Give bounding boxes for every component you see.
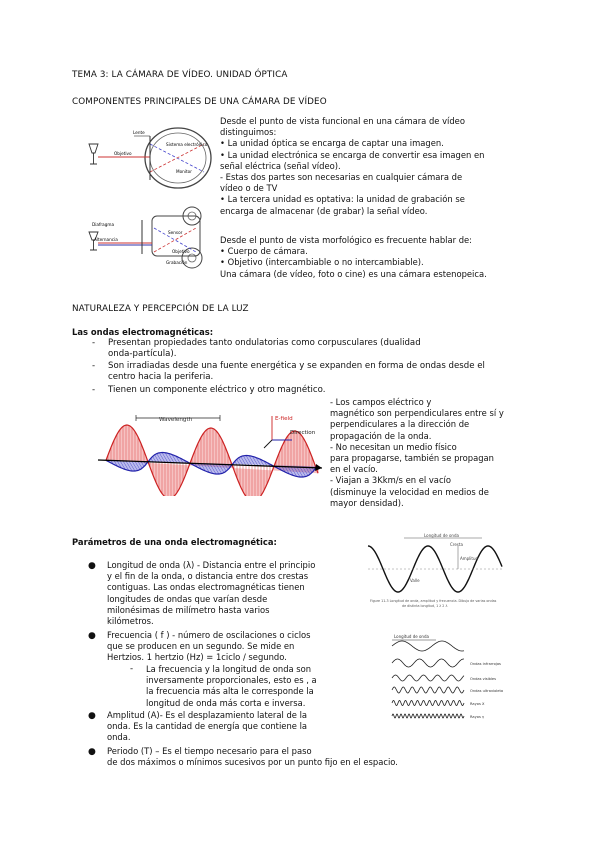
param-bullet-4: ● [88, 747, 96, 757]
em-property-line: - Viajan a 3Kkm/s en el vacío [330, 475, 451, 486]
functional-line: encarga de almacenar (de grabar) la señal vídeo. [220, 205, 428, 216]
fig1-label-lente: Lente [133, 130, 145, 135]
freq-label-2: Ondas visibles [470, 677, 496, 681]
ondas-bullet-1: - [92, 338, 96, 348]
fig2-label-objetivo: Objetivo [172, 249, 190, 254]
e-field-label: E-field [275, 416, 293, 422]
ondas-item-1-line2: onda-partícula). [108, 349, 177, 359]
sine-top-label: Longitud de onda [424, 533, 459, 538]
param-bullet-1: ● [88, 561, 96, 571]
em-property-line: magnético son perpendiculares entre sí y [330, 408, 504, 419]
param-longitud: Longitud de onda (λ) - Distancia entre el principio y el fin de la onda, o distancia entre dos crestas contiguas. Las ondas electromagnéticas tienen longitudes de ondas que varían desde milonésimas de milímetro hasta varios kilómetros. [107, 560, 316, 627]
param-bullet-2: ● [88, 631, 96, 641]
functional-line: • La unidad electrónica se encarga de convertir esa imagen en [220, 149, 485, 160]
morphological-description [220, 235, 487, 280]
freq-top-label: Longitud de onda [394, 634, 429, 639]
param-frecuencia: Frecuencia ( f ) - número de oscilaciones o ciclos que se producen en un segundo. Se mide en Hertzios. 1 hertzio (Hz) = 1ciclo / segundo. [107, 630, 311, 663]
freq-wave-5 [392, 701, 464, 706]
freq-wave-6 [392, 714, 464, 718]
freq-label-5: Rayos γ [470, 715, 485, 719]
functional-line: • La unidad óptica se encarga de captar una imagen. [220, 138, 444, 149]
em-property-line: (disminuye la velocidad en medios de [330, 486, 489, 497]
freq-wave-1 [392, 641, 464, 651]
param-frecuencia-note: La frecuencia y la longitud de onda son inversamente proporcionales, esto es , a la frecuencia más alta le corresponde la longitud de onda más corta e inversa. [146, 664, 317, 708]
functional-line: Desde el punto de vista funcional en una cámara de vídeo [220, 116, 465, 126]
em-property-line: - Los campos eléctrico y [330, 397, 432, 407]
em-wave-figure [96, 410, 328, 496]
ondas-item-3: Tienen un componente eléctrico y otro magnético. [108, 385, 326, 395]
sine-amp-label: Amplitud [460, 556, 479, 561]
ondas-heading: Las ondas electromagnéticas: [72, 327, 214, 337]
camera-diagram-1 [84, 124, 218, 194]
ondas-item-2-line2: centro hacia la periferia. [108, 372, 214, 382]
sine-caption-1: Figure 11-3 Longitud de onda, amplitud y frecuencia. Dibujo de varias ondas [370, 599, 497, 603]
fig2-label-sensor: Sensor [168, 230, 183, 235]
freq-wave-2 [392, 659, 464, 667]
fig1-label-objetivo: Objetivo [114, 151, 132, 156]
em-property-line: mayor densidad). [330, 497, 404, 508]
sine-crest-label: Cresta [450, 542, 463, 547]
param-amplitud: Amplitud (A)- Es el desplazamiento lateral de la onda. Es la cantidad de energía que contiene la onda. [107, 710, 308, 743]
section-heading-componentes: COMPONENTES PRINCIPALES DE UNA CÁMARA DE VÍDEO [72, 97, 327, 107]
functional-line: vídeo o de TV [220, 183, 278, 194]
functional-line: • La tercera unidad es optativa: la unidad de grabación se [220, 194, 465, 205]
ondas-item-2-line1: Son irradiadas desde una fuente energética y se expanden en forma de ondas desde el [108, 361, 485, 371]
functional-line: señal eléctrica (señal vídeo). [220, 160, 341, 171]
page-title: TEMA 3: LA CÁMARA DE VÍDEO. UNIDAD ÓPTICA [72, 70, 288, 80]
param-sub-dash: - [130, 664, 134, 674]
fig2-label-alternancia: Alternancia [94, 237, 118, 242]
freq-label-4: Rayos X [470, 702, 485, 706]
sine-caption-2: de distinta longitud, 1 λ 2 λ [402, 604, 448, 608]
morph-line: Una cámara (de vídeo, foto o cine) es una cámara estenopeica. [220, 268, 487, 279]
em-property-line: perpendiculares a la dirección de [330, 419, 470, 430]
freq-wave-3 [392, 675, 464, 681]
em-property-line: - No necesitan un medio físico [330, 441, 457, 452]
section-heading-naturaleza: NATURALEZA Y PERCEPCIÓN DE LA LUZ [72, 304, 249, 314]
em-property-line: para propagarse, también se propagan [330, 453, 494, 464]
ondas-item-1-line1: Presentan propiedades tanto ondulatorias como corpusculares (dualidad [108, 338, 421, 348]
param-periodo: Periodo (T) – Es el tiempo necesario para el paso de dos máximos o mínimos sucesivos por un punto fijo en el espacio. [107, 746, 398, 768]
functional-line: - Estas dos partes son necesarias en cualquier cámara de [220, 172, 463, 183]
fig1-label-monitor: Monitor [176, 169, 192, 174]
ondas-bullet-2: - [92, 361, 96, 371]
freq-label-1: Ondas infrarrojas [470, 662, 501, 666]
morph-line: • Cuerpo de cámara. [220, 246, 308, 257]
direction-label: Direction [290, 430, 316, 436]
em-property-line: propagación de la onda. [330, 430, 432, 441]
functional-description [220, 116, 484, 217]
em-property-line: en el vacío. [330, 464, 378, 475]
frequency-comparison-figure [386, 632, 516, 742]
sine-wave-figure [362, 532, 522, 612]
fig1-label-sistema: Sistema electrónico [166, 142, 208, 147]
fig2-label-diafragma: Diafragma [92, 222, 115, 227]
sine-valley-label: Valle [410, 578, 420, 583]
em-properties-list [330, 397, 504, 509]
functional-line: distinguimos: [220, 127, 277, 138]
params-heading: Parámetros de una onda electromagnética: [72, 537, 277, 547]
wavelength-label: Wavelength [159, 417, 193, 423]
e-field-wave [106, 425, 318, 496]
camera-diagram-2 [84, 198, 218, 274]
freq-label-3: Ondas ultravioleta [470, 689, 504, 693]
freq-wave-4 [392, 687, 464, 693]
ondas-bullet-3: - [92, 385, 96, 395]
fig2-label-grabacion: Grabación [166, 260, 188, 265]
morph-line: • Objetivo (intercambiable o no intercambiable). [220, 257, 424, 268]
param-bullet-3: ● [88, 711, 96, 721]
morph-line: Desde el punto de vista morfológico es frecuente hablar de: [220, 235, 472, 245]
